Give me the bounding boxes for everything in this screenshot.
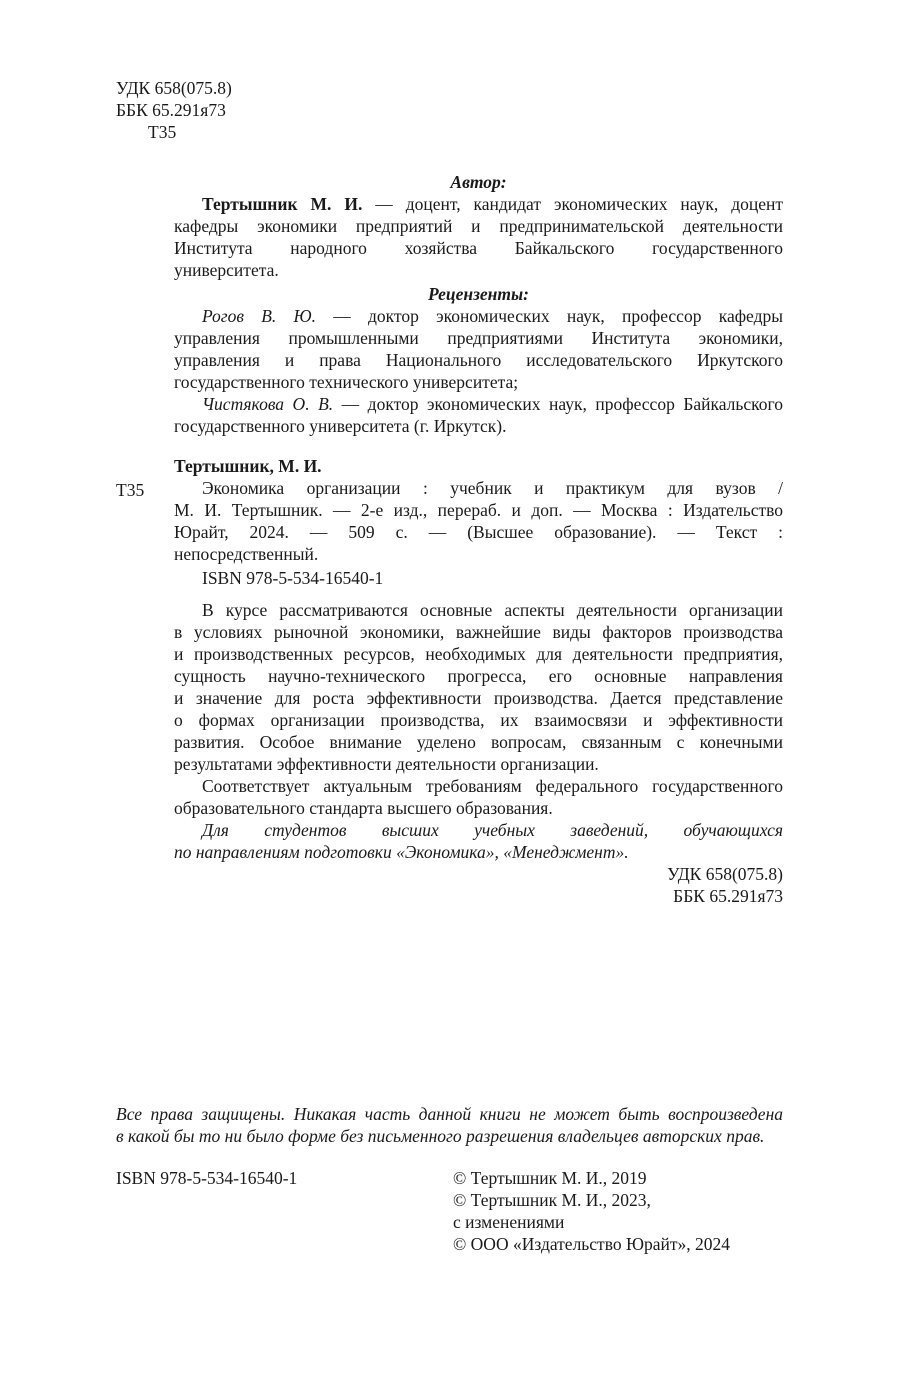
text-line: Все права защищены. Никакая часть данной книги не может быть воспроизведена — [116, 1104, 783, 1124]
text-line: управления и права Национального исследовательского Иркутского — [174, 350, 783, 370]
text-line: Юрайт, 2024. — 509 с. — (Высшее образование). — Текст : — [174, 522, 783, 542]
text-line: непосредственный. — [174, 544, 319, 564]
text-line: Соответствует актуальным требованиям федерального государственного — [202, 776, 783, 796]
bib-author-heading: Тертышник, М. И. — [174, 456, 322, 476]
text-line — [174, 193, 783, 215]
reviewer-rogov — [174, 305, 783, 393]
bibliographic-record — [174, 455, 783, 589]
copyright-line: с изменениями — [453, 1212, 565, 1232]
bib-isbn: ISBN 978-5-534-16540-1 — [202, 568, 384, 588]
text-line: государственного технического университета; — [174, 372, 519, 392]
annotation-bbk: ББК 65.291я73 — [673, 886, 783, 906]
text-line — [174, 305, 783, 327]
person-name: Тертышник М. И. — [202, 194, 363, 214]
text-line: Экономика организации : учебник и практикум для вузов / — [202, 478, 783, 498]
text-line: университета. — [174, 260, 279, 280]
text-line: сущность научно-технического прогресса, его основные направления — [174, 666, 783, 686]
reviewer-chistyakova — [174, 393, 783, 437]
text-line: результатами эффективности деятельности организации. — [174, 754, 599, 774]
text-line: Для студентов высших учебных заведений, обучающихся — [202, 820, 783, 840]
copyright-line: © Тертышник М. И., 2019 — [453, 1168, 647, 1188]
text-line: В курсе рассматриваются основные аспекты деятельности организации — [202, 600, 783, 620]
bib-description — [174, 477, 783, 565]
text-line: управления промышленными предприятиями Института экономики, — [174, 328, 783, 348]
text-line: о формах организации производства, их взаимосвязи и эффективности — [174, 710, 783, 730]
text-line: и производственных ресурсов, необходимых для деятельности предприятия, — [174, 644, 783, 664]
copyright-line: © Тертышник М. И., 2023, — [453, 1190, 651, 1210]
person-description: — доктор экономических наук, профессор Байкальского — [333, 394, 783, 414]
person-name: Рогов В. Ю. — [202, 306, 317, 326]
copyright-notice-lines — [116, 1103, 783, 1147]
copyright-notice — [116, 1103, 783, 1147]
person-description: — доцент, кандидат экономических наук, доцент — [362, 194, 783, 214]
copyright-line: © ООО «Издательство Юрайт», 2024 — [453, 1234, 730, 1254]
text-line — [174, 393, 783, 415]
text-line: в условиях рыночной экономики, важнейшие виды факторов производства — [174, 622, 783, 642]
annotation-udk: УДК 658(075.8) — [667, 864, 783, 884]
reviewers-section — [174, 283, 783, 437]
classification-codes — [116, 77, 232, 143]
author-heading: Автор: — [450, 172, 507, 192]
author-description — [174, 193, 783, 281]
annotation — [174, 599, 783, 907]
author-mark: Т35 — [148, 122, 177, 142]
text-line: М. И. Тертышник. — 2-е изд., перераб. и доп. — Москва : Издательство — [174, 500, 783, 520]
udk-code: УДК 658(075.8) — [116, 78, 232, 98]
text-line: образовательного стандарта высшего образования. — [174, 798, 553, 818]
text-line: кафедры экономики предприятий и предпринимательской деятельности — [174, 216, 783, 236]
text-line: и значение для роста эффективности производства. Дается представление — [174, 688, 783, 708]
footer-isbn: ISBN 978-5-534-16540-1 — [116, 1168, 298, 1188]
annotation-paragraph — [174, 599, 783, 775]
text-line: развития. Особое внимание уделено вопросам, связанным с конечными — [174, 732, 783, 752]
annotation-conformity — [174, 775, 783, 819]
text-line: в какой бы то ни было форме без письменного разрешения владельцев авторских прав. — [116, 1126, 765, 1146]
person-name: Чистякова О. В. — [202, 394, 334, 414]
person-description: — доктор экономических наук, профессор кафедры — [316, 306, 783, 326]
author-section — [174, 171, 783, 281]
annotation-audience — [174, 819, 783, 863]
text-line: государственного университета (г. Иркутск). — [174, 416, 507, 436]
footer-copyrights — [453, 1167, 730, 1255]
text-line: Института народного хозяйства Байкальского государственного — [174, 238, 783, 258]
reviewers-heading: Рецензенты: — [428, 284, 529, 304]
bib-mark: Т35 — [116, 480, 145, 500]
bbk-code: ББК 65.291я73 — [116, 100, 226, 120]
text-line: по направлениям подготовки «Экономика», «Менеджмент». — [174, 842, 629, 862]
